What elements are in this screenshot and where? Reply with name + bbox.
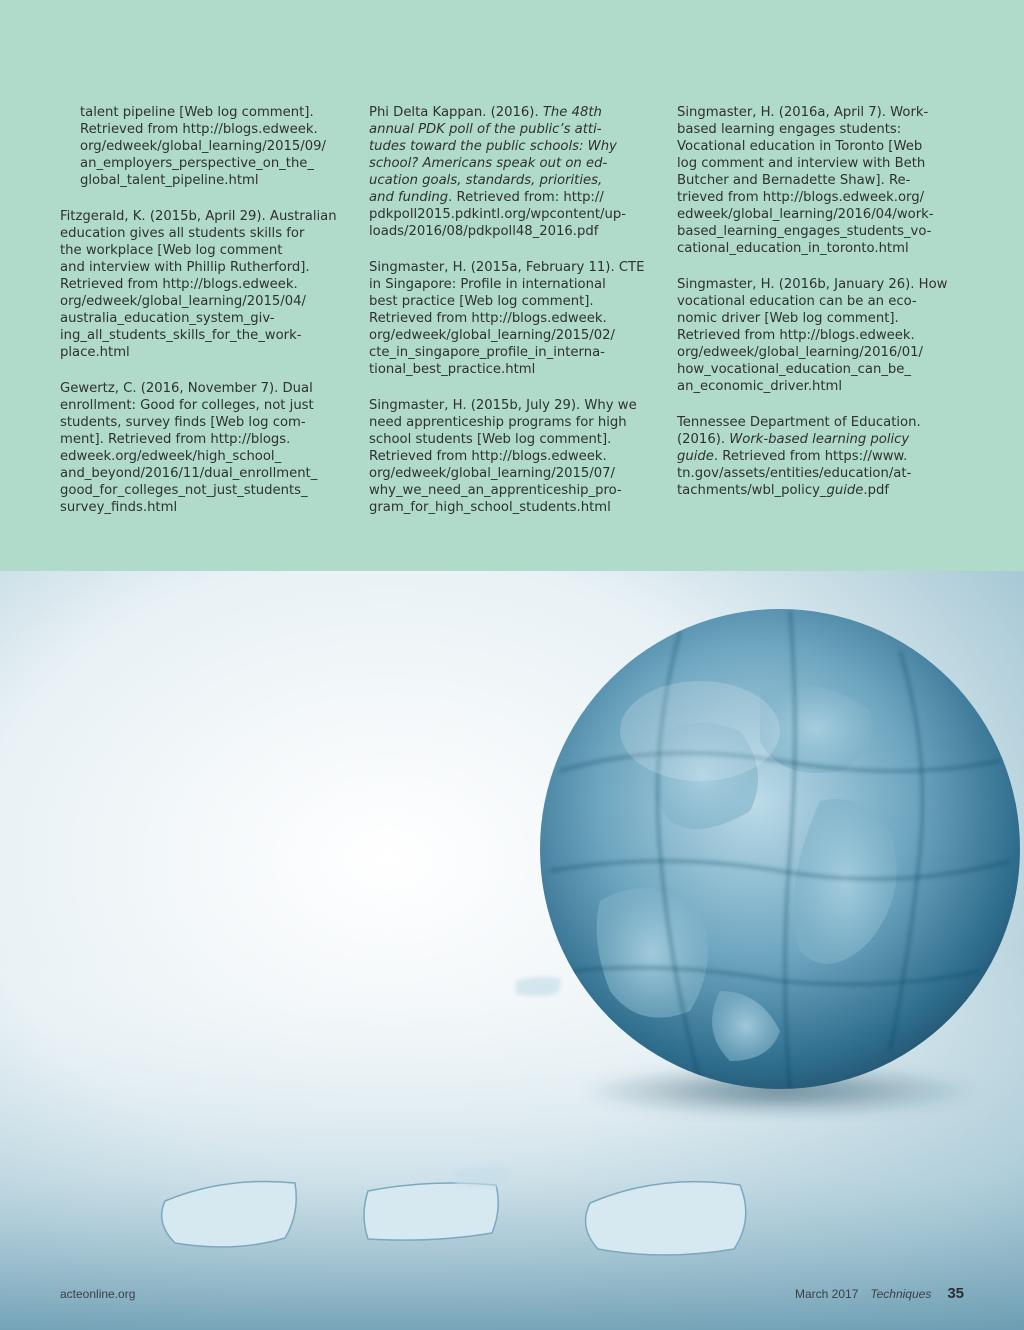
reference-line: gram_for_high_school_students.html (369, 500, 611, 515)
reference-line: an_economic_driver.html (677, 379, 843, 394)
reference-line: org/edweek/global_learning/2015/02/ (369, 328, 615, 343)
footer-site: acteonline.org (60, 1287, 136, 1301)
reference-line: guide. Retrieved from https://www. (677, 449, 908, 464)
reference-entry (60, 104, 352, 189)
reference-line: Butcher and Bernadette Shaw]. Re- (677, 173, 911, 188)
reference-line: survey_finds.html (60, 500, 178, 515)
reference-line: global_talent_pipeline.html (80, 173, 259, 188)
reference-line: edweek.org/edweek/high_school_ (60, 449, 282, 464)
reference-line: need apprenticeship programs for high (369, 415, 627, 430)
references-column-2 (369, 104, 661, 535)
reference-line: Fitzgerald, K. (2015b, April 29). Australian (60, 209, 337, 224)
reference-line: cte_in_singapore_profile_in_interna- (369, 345, 605, 360)
reference-line: edweek/global_learning/2016/04/work- (677, 207, 934, 222)
page-number: 35 (947, 1285, 964, 1302)
reference-line: based learning engages students: (677, 122, 902, 137)
reference-line: Retrieved from http://blogs.edweek. (369, 311, 607, 326)
reference-line: school students [Web log comment]. (369, 432, 612, 447)
references-band (0, 0, 1024, 571)
references-column-1 (60, 104, 352, 535)
reference-line: org/edweek/global_learning/2016/01/ (677, 345, 923, 360)
reference-entry (677, 104, 969, 257)
reference-line: place.html (60, 345, 130, 360)
reference-line: loads/2016/08/pdkpoll48_2016.pdf (369, 224, 599, 239)
references-column-3 (677, 104, 969, 518)
reference-line: ucation goals, standards, priorities, (369, 173, 603, 188)
reference-line: pdkpoll2015.pdkintl.org/wpcontent/up- (369, 207, 626, 222)
reference-line: annual PDK poll of the public’s atti- (369, 122, 602, 137)
reference-line: Singmaster, H. (2016b, January 26). How (677, 277, 948, 292)
puzzle-globe-photo (0, 571, 1024, 1330)
reference-entry (369, 104, 661, 240)
reference-line: vocational education can be an eco- (677, 294, 917, 309)
reference-line: nomic driver [Web log comment]. (677, 311, 899, 326)
reference-line: log comment and interview with Beth (677, 156, 926, 171)
reference-line: Singmaster, H. (2015a, February 11). CTE (369, 260, 645, 275)
reference-line: and interview with Phillip Rutherford]. (60, 260, 310, 275)
reference-entry (60, 380, 352, 516)
reference-line: school? Americans speak out on ed- (369, 156, 608, 171)
reference-line: Phi Delta Kappan. (2016). The 48th (369, 105, 602, 120)
reference-line: in Singapore: Profile in international (369, 277, 606, 292)
reference-line: trieved from http://blogs.edweek.org/ (677, 190, 925, 205)
reference-line: org/edweek/global_learning/2015/04/ (60, 294, 306, 309)
reference-line: and_beyond/2016/11/dual_enrollment_ (60, 466, 318, 481)
reference-line: an_employers_perspective_on_the_ (80, 156, 315, 171)
reference-line: education gives all students skills for (60, 226, 305, 241)
reference-line: Singmaster, H. (2016a, April 7). Work- (677, 105, 929, 120)
reference-line: org/edweek/global_learning/2015/07/ (369, 466, 615, 481)
reference-line: Gewertz, C. (2016, November 7). Dual (60, 381, 313, 396)
reference-line: ing_all_students_skills_for_the_work- (60, 328, 302, 343)
reference-line: tudes toward the public schools: Why (369, 139, 617, 154)
reference-line: students, survey finds [Web log com- (60, 415, 306, 430)
footer-magazine: Techniques (870, 1287, 932, 1301)
reference-line: Retrieved from http://blogs.edweek. (677, 328, 915, 343)
reference-entry (677, 414, 969, 499)
reference-line: and funding. Retrieved from: http:// (369, 190, 604, 205)
reference-line: Retrieved from http://blogs.edweek. (369, 449, 607, 464)
reference-line: tachments/wbl_policy_guide.pdf (677, 483, 889, 498)
reference-line: based_learning_engages_students_vo- (677, 224, 932, 239)
reference-line: the workplace [Web log comment (60, 243, 283, 258)
reference-entry (60, 208, 352, 361)
footer-info (795, 1285, 964, 1302)
reference-line: Vocational education in Toronto [Web (677, 139, 923, 154)
reference-line: Retrieved from http://blogs.edweek. (80, 122, 318, 137)
reference-line: Tennessee Department of Education. (677, 415, 921, 430)
reference-line: cational_education_in_toronto.html (677, 241, 909, 256)
reference-line: good_for_colleges_not_just_students_ (60, 483, 308, 498)
reference-line: ment]. Retrieved from http://blogs. (60, 432, 291, 447)
reference-line: talent pipeline [Web log comment]. (80, 105, 314, 120)
reference-entry (369, 259, 661, 378)
reference-line: tional_best_practice.html (369, 362, 536, 377)
reference-entry (369, 397, 661, 516)
reference-entry (677, 276, 969, 395)
reference-line: org/edweek/global_learning/2015/09/ (80, 139, 326, 154)
reference-line: tn.gov/assets/entities/education/at- (677, 466, 912, 481)
reference-line: enrollment: Good for colleges, not just (60, 398, 314, 413)
reference-line: why_we_need_an_apprenticeship_pro- (369, 483, 622, 498)
reference-line: (2016). Work-based learning policy (677, 432, 910, 447)
reference-line: Singmaster, H. (2015b, July 29). Why we (369, 398, 637, 413)
reference-line: australia_education_system_giv- (60, 311, 275, 326)
reference-line: Retrieved from http://blogs.edweek. (60, 277, 298, 292)
reference-line: best practice [Web log comment]. (369, 294, 594, 309)
reference-line: how_vocational_education_can_be_ (677, 362, 912, 377)
footer-date: March 2017 (795, 1287, 859, 1301)
